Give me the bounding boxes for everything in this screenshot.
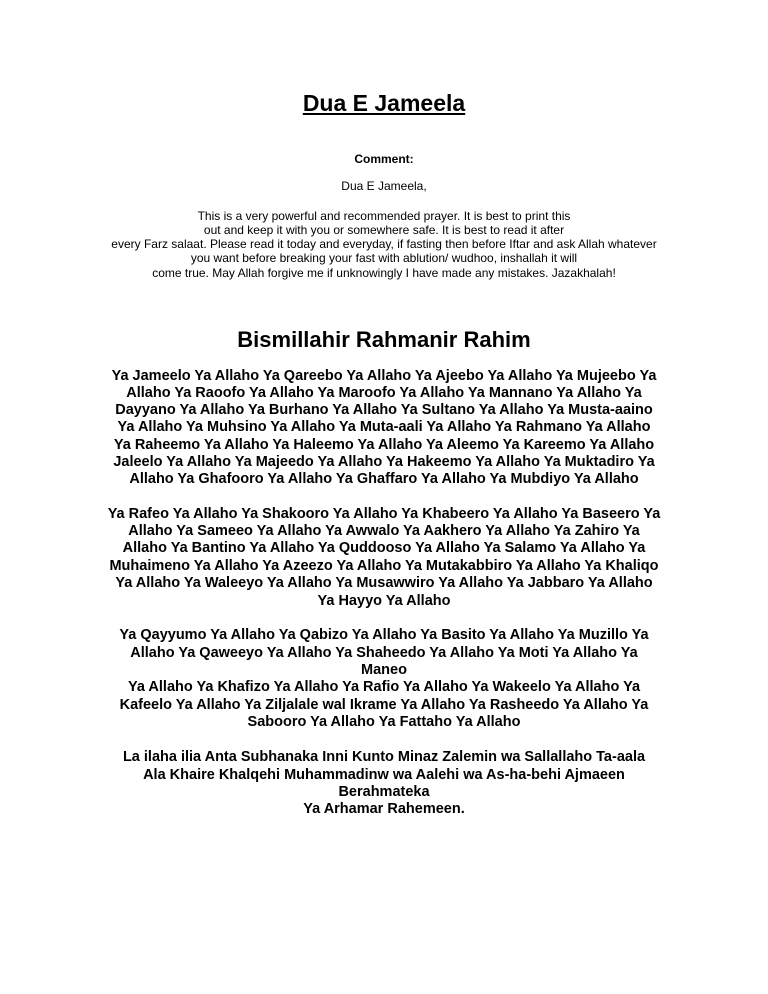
prayer-line: Kafeelo Ya Allaho Ya Ziljalale wal Ikrame Ya Allaho Ya Rasheedo Ya Allaho Ya bbox=[119, 697, 649, 713]
prayer-line: Allaho Ya Bantino Ya Allaho Ya Quddooso Ya Allaho Ya Salamo Ya Allaho Ya bbox=[122, 540, 646, 556]
prayer-line: La ilaha ilia Anta Subhanaka Inni Kunto Minaz Zalemin wa Sallallaho Ta-aala bbox=[122, 749, 646, 765]
prayer-line: Ya Arhamar Rahemeen. bbox=[303, 801, 465, 817]
prayer-line: Ya Jameelo Ya Allaho Ya Qareebo Ya Allaho Ya Ajeebo Ya Allaho Ya Mujeebo Ya bbox=[111, 368, 657, 384]
description-line: This is a very powerful and recommended prayer. It is best to print this bbox=[197, 209, 571, 223]
prayer-line: Ya Hayyo Ya Allaho bbox=[317, 593, 451, 609]
prayer-line: Allaho Ya Sameeo Ya Allaho Ya Awwalo Ya Aakhero Ya Allaho Ya Zahiro Ya bbox=[128, 523, 640, 539]
prayer-line: Ya Allaho Ya Muhsino Ya Allaho Ya Muta-aali Ya Allaho Ya Rahmano Ya Allaho bbox=[117, 419, 651, 435]
prayer-line: Ya Rafeo Ya Allaho Ya Shakooro Ya Allaho Ya Khabeero Ya Allaho Ya Baseero Ya bbox=[107, 506, 661, 522]
prayer-line: Ya Qayyumo Ya Allaho Ya Qabizo Ya Allaho Ya Basito Ya Allaho Ya Muzillo Ya bbox=[119, 627, 649, 643]
comment-subtitle: Dua E Jameela, bbox=[341, 179, 427, 193]
prayer-line: Allaho Ya Ghafooro Ya Allaho Ya Ghaffaro Ya Allaho Ya Mubdiyo Ya Allaho bbox=[129, 471, 639, 487]
section-heading: Bismillahir Rahmanir Rahim bbox=[237, 327, 531, 352]
prayer-line: Ya Allaho Ya Khafizo Ya Allaho Ya Rafio Ya Allaho Ya Wakeelo Ya Allaho Ya bbox=[127, 679, 641, 695]
description-line: you want before breaking your fast with ablution/ wudhoo, inshallah it will bbox=[190, 251, 578, 265]
description-line: out and keep it with you or somewhere safe. It is best to read it after bbox=[203, 223, 565, 237]
prayer-line: Allaho Ya Qaweeyo Ya Allaho Ya Shaheedo Ya Allaho Ya Moti Ya Allaho Ya bbox=[130, 645, 638, 661]
prayer-line: Jaleelo Ya Allaho Ya Majeedo Ya Allaho Ya Hakeemo Ya Allaho Ya Muktadiro Ya bbox=[113, 454, 655, 470]
prayer-line: Ya Raheemo Ya Allaho Ya Haleemo Ya Allaho Ya Aleemo Ya Kareemo Ya Allaho bbox=[113, 437, 655, 453]
prayer-line: Maneo bbox=[361, 662, 407, 678]
prayer-line: Ya Allaho Ya Waleeyo Ya Allaho Ya Musawwiro Ya Allaho Ya Jabbaro Ya Allaho bbox=[115, 575, 653, 591]
prayer-line: Berahmateka bbox=[338, 784, 430, 800]
description-line: every Farz salaat. Please read it today and everyday, if fasting then before Iftar and ask Allah whatever bbox=[111, 237, 657, 251]
document-title: Dua E Jameela bbox=[302, 90, 466, 116]
prayer-line: Muhaimeno Ya Allaho Ya Azeezo Ya Allaho Ya Mutakabbiro Ya Allaho Ya Khaliqo bbox=[109, 558, 659, 574]
prayer-line: Ala Khaire Khalqehi Muhammadinw wa Aalehi wa As-ha-behi Ajmaeen bbox=[143, 767, 625, 783]
prayer-line: Dayyano Ya Allaho Ya Burhano Ya Allaho Ya Sultano Ya Allaho Ya Musta-aaino bbox=[115, 402, 653, 418]
prayer-line: Allaho Ya Raoofo Ya Allaho Ya Maroofo Ya Allaho Ya Mannano Ya Allaho Ya bbox=[126, 385, 642, 401]
description-line: come true. May Allah forgive me if unknowingly I have made any mistakes. Jazakhalah! bbox=[152, 266, 616, 280]
comment-label: Comment: bbox=[354, 152, 414, 166]
prayer-line: Sabooro Ya Allaho Ya Fattaho Ya Allaho bbox=[247, 714, 521, 730]
